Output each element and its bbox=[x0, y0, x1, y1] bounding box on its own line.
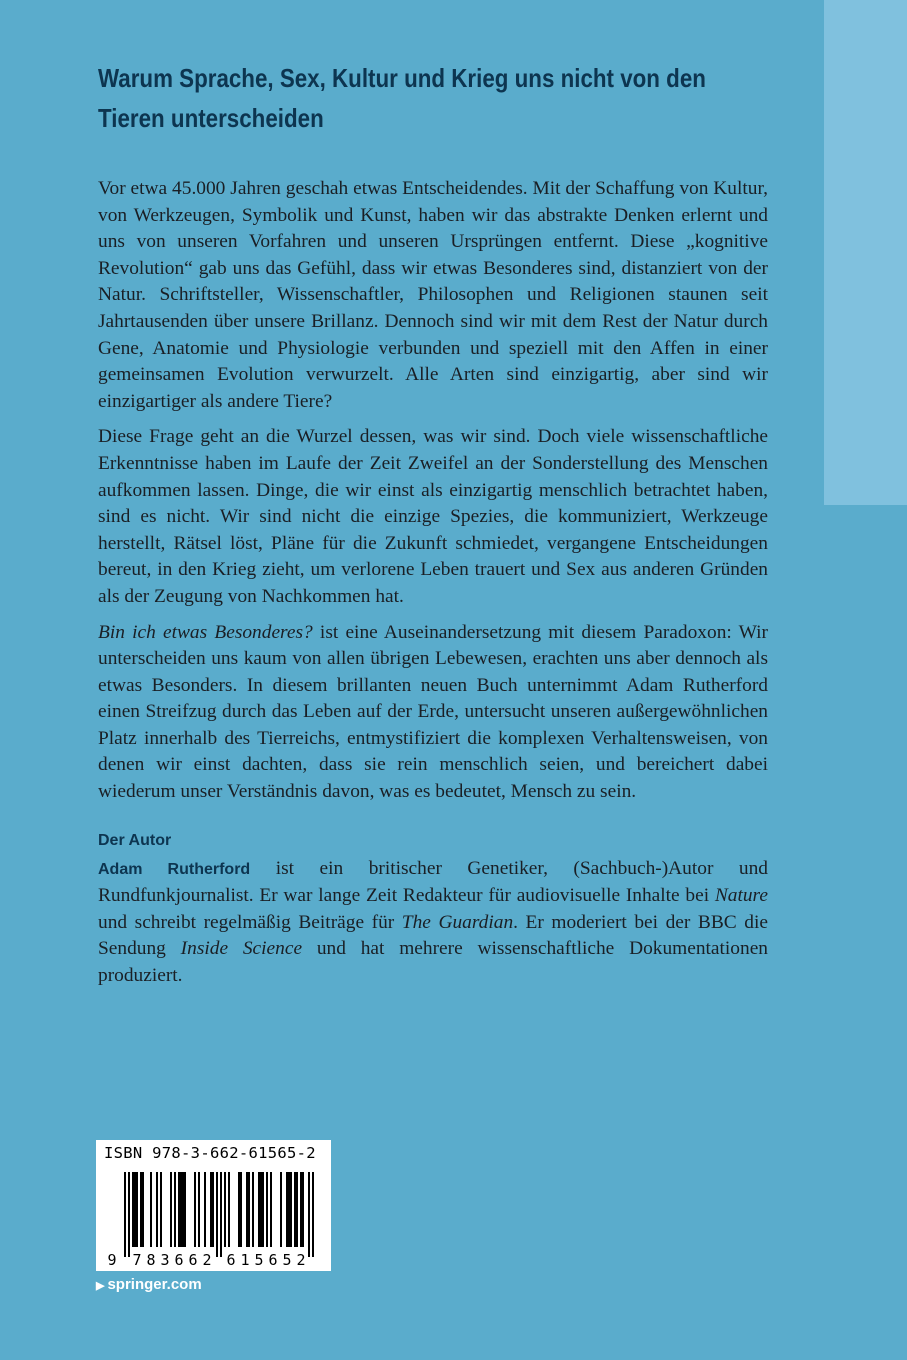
barcode-bar bbox=[290, 1172, 292, 1247]
barcode-bar bbox=[288, 1172, 290, 1247]
barcode-bar bbox=[280, 1172, 282, 1247]
barcode-bar bbox=[204, 1172, 206, 1247]
barcode-bar bbox=[216, 1172, 218, 1257]
barcode-bar bbox=[132, 1172, 134, 1247]
barcode-bar bbox=[182, 1172, 184, 1247]
side-color-strip bbox=[824, 0, 907, 505]
barcode-bar bbox=[210, 1172, 212, 1247]
book-title: Bin ich etwas Besonderes? bbox=[98, 621, 313, 643]
bio-italic-inside-science: Inside Science bbox=[180, 938, 303, 960]
bio-text-4: und hat mehrere wissenschaftliche Dokumentationen produziert. bbox=[98, 938, 768, 987]
barcode-bar bbox=[198, 1172, 200, 1247]
bio-italic-guardian: The Guardian bbox=[401, 911, 514, 933]
barcode-bar bbox=[174, 1172, 176, 1247]
author-bio bbox=[98, 856, 768, 990]
barcode-bar bbox=[246, 1172, 248, 1247]
barcode-digit: 8 bbox=[146, 1251, 156, 1269]
barcode-digit: 6 bbox=[268, 1251, 278, 1269]
barcode-bar bbox=[212, 1172, 214, 1247]
isbn-label: ISBN 978-3-662-61565-2 bbox=[104, 1144, 316, 1162]
barcode-digit: 2 bbox=[296, 1251, 306, 1269]
barcode-bar bbox=[140, 1172, 142, 1247]
paragraph-book-text: ist eine Auseinandersetzung mit diesem Paradoxon: Wir unterscheiden uns kaum von allen übrigen Lebewesen, erachten uns aber dennoch als etwas Besonders. In diesem brillanten neuen Buch unternimmt Adam Rutherford einen Streifzug durch das Leben auf der Erde, untersucht unseren außergewöhnlichen Platz innerhalb des Tierreichs, entmystifiziert die komplexen Verhaltensweisen, von denen wir einst dachten, dass sie rein menschlich seien, und bereichert dabei wiederum unser Verständnis davon, was es bedeutet, Mensch zu sein. bbox=[98, 621, 768, 803]
barcode-bar bbox=[260, 1172, 262, 1247]
bio-text-1: ist ein britischer Genetiker, (Sachbuch-)Autor und Rundfunkjournalist. Er war lange Zeit Redakteur für audiovisuelle Inhalte bei bbox=[98, 857, 768, 907]
barcode-digit: 6 bbox=[174, 1251, 184, 1269]
bio-text-3: . Er moderiert bei der BBC die Sendung bbox=[98, 911, 768, 960]
barcode-bar bbox=[238, 1172, 240, 1247]
publisher-url: springer.com bbox=[107, 1276, 202, 1293]
paragraph-intro: Vor etwa 45.000 Jahren geschah etwas Entscheidendes. Mit der Schaffung von Kultur, von Werkzeugen, Symbolik und Kunst, haben wir das abstrakte Denken erlernt und uns von unseren Vorfahren und unseren Ursprüngen entfernt. Diese „kognitive Revolution“ gab uns das Gefühl, dass wir etwas Besonderes sind, distanziert von der Natur. Schriftsteller, Wissenschaftler, Philosophen und Religionen staunen seit Jahrtausenden über unsere Brillanz. Dennoch sind wir mit dem Rest der Natur durch Gene, Anatomie und Physiologie verbunden und speziell mit den Affen in einer gemeinsamen Evolution verwurzelt. Alle Arten sind einzigartig, aber sind wir einzigartiger als andere Tiere? bbox=[98, 178, 768, 412]
barcode-bar bbox=[184, 1172, 186, 1247]
barcode-bar bbox=[308, 1172, 310, 1257]
barcode-bar bbox=[248, 1172, 250, 1247]
paragraph-question: Diese Frage geht an die Wurzel dessen, was wir sind. Doch viele wissenschaftliche Erkenntnisse haben im Laufe der Zeit Zweifel an der Sonderstellung des Menschen aufkommen lassen. Dinge, die wir einst als einzigartig menschlich betrachtet haben, sind es nicht. Wir sind nicht die einzige Spezies, die kommuniziert, Werkzeuge herstellt, Rätsel löst, Pläne für die Zukunft schmiedet, vergangene Entscheidungen bereut, in den Krieg zieht, um verlorene Leben trauert und Sex aus anderen Gründen als der Zeugung von Nachkommen hat. bbox=[98, 426, 768, 607]
barcode-bar bbox=[142, 1172, 144, 1247]
barcode-bar bbox=[160, 1172, 162, 1247]
barcode-bar bbox=[294, 1172, 296, 1247]
barcode-digit: 5 bbox=[282, 1251, 292, 1269]
barcode-bar bbox=[134, 1172, 136, 1247]
barcode-bar bbox=[180, 1172, 182, 1247]
about-author-heading: Der Autor bbox=[98, 831, 172, 849]
barcode-bar bbox=[220, 1172, 222, 1257]
barcode-bar bbox=[228, 1172, 230, 1247]
barcode-bar bbox=[150, 1172, 152, 1247]
barcode-digit: 7 bbox=[132, 1251, 142, 1269]
barcode-bar bbox=[312, 1172, 314, 1257]
headline: Warum Sprache, Sex, Kultur und Krieg uns nicht von den Tieren unterscheiden bbox=[98, 63, 706, 133]
barcode-digit: 9 bbox=[107, 1251, 117, 1269]
barcode-digit: 5 bbox=[254, 1251, 264, 1269]
paragraph-book bbox=[98, 620, 768, 806]
isbn-barcode bbox=[96, 1140, 331, 1271]
barcode-digit: 2 bbox=[202, 1251, 212, 1269]
barcode-bar bbox=[266, 1172, 268, 1247]
triangle-right-icon: ▶ bbox=[96, 1280, 105, 1292]
barcode-graphic bbox=[96, 1140, 331, 1271]
barcode-bar bbox=[240, 1172, 242, 1247]
barcode-digit: 1 bbox=[240, 1251, 250, 1269]
barcode-bar bbox=[170, 1172, 172, 1247]
barcode-bar bbox=[262, 1172, 264, 1247]
barcode-bar bbox=[300, 1172, 302, 1247]
author-name: Adam Rutherford bbox=[98, 860, 251, 878]
barcode-bar bbox=[194, 1172, 196, 1247]
barcode-bar bbox=[252, 1172, 254, 1247]
barcode-bar bbox=[128, 1172, 130, 1257]
barcode-digit: 6 bbox=[226, 1251, 236, 1269]
barcode-digit: 3 bbox=[160, 1251, 170, 1269]
barcode-bar bbox=[302, 1172, 304, 1247]
barcode-bar bbox=[124, 1172, 126, 1257]
barcode-bar bbox=[156, 1172, 158, 1247]
barcode-bar bbox=[224, 1172, 226, 1247]
barcode-bar bbox=[296, 1172, 298, 1247]
barcode-bar bbox=[286, 1172, 288, 1247]
barcode-bar bbox=[136, 1172, 138, 1247]
bio-text-2: und schreibt regelmäßig Beiträge für bbox=[98, 911, 402, 933]
barcode-digit: 6 bbox=[188, 1251, 198, 1269]
publisher-link[interactable] bbox=[96, 1276, 202, 1293]
bio-italic-nature: Nature bbox=[714, 885, 768, 907]
barcode-bar bbox=[258, 1172, 260, 1247]
barcode-bar bbox=[270, 1172, 272, 1247]
back-cover-text bbox=[98, 58, 768, 999]
barcode-bar bbox=[178, 1172, 180, 1247]
